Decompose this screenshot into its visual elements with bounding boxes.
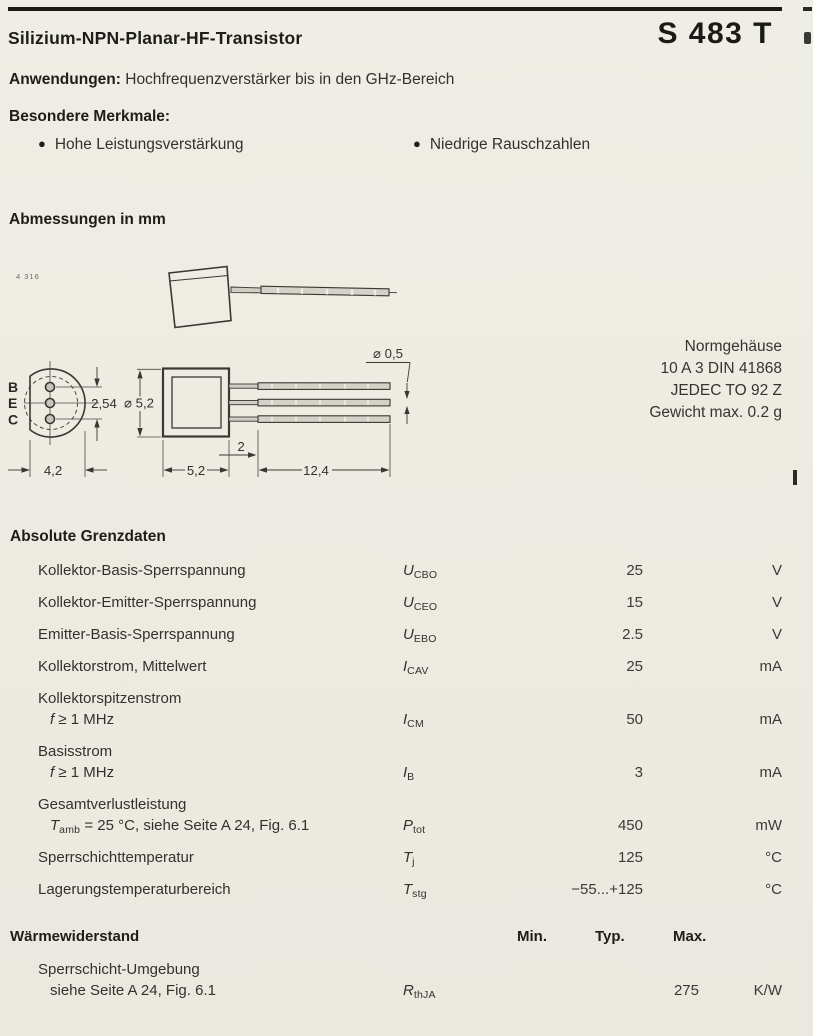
col-header-max: Max. [673, 928, 707, 945]
table-row [10, 794, 782, 836]
rating-value: −55...+125 [571, 881, 643, 898]
rating-value: 3 [634, 764, 643, 781]
dim-pin-pitch: 2,54 [91, 396, 117, 411]
applications-line [9, 71, 454, 89]
case-info-line: JEDEC TO 92 Z [670, 382, 782, 399]
feature-item [38, 136, 244, 154]
drawing-number: 4 316 [16, 272, 40, 281]
bullet-icon: ● [413, 136, 421, 151]
features-heading: Besondere Merkmale: [9, 108, 171, 125]
rating-label: Kollektor-Basis-Sperrspannung [38, 562, 246, 579]
bullet-icon: ● [38, 136, 46, 151]
dim-lead-dia: ⌀ 0,5 [373, 346, 403, 361]
thermal-label: Sperrschicht-Umgebung [38, 961, 200, 978]
dim-lead-length: 12,4 [303, 463, 329, 478]
package-side-view [122, 346, 410, 478]
rating-value: 25 [626, 562, 643, 579]
case-info-line: 10 A 3 DIN 41868 [660, 360, 782, 377]
dimensions-heading: Abmessungen in mm [9, 211, 166, 228]
rating-value: 450 [617, 817, 643, 834]
pin-label-b: B [8, 379, 19, 395]
pin-b [46, 383, 55, 392]
table-row [10, 624, 782, 645]
part-number: S 483 T [657, 17, 773, 50]
lead-e [258, 399, 390, 406]
table-row [10, 592, 782, 613]
ratings-heading: Absolute Grenzdaten [10, 528, 166, 545]
rating-condition: f ≥ 1 MHz [50, 764, 115, 781]
case-info-line: Normgehäuse [684, 338, 782, 355]
package-drawing [0, 250, 500, 500]
rating-symbol: $U_{EBO}$ [403, 626, 437, 645]
dim-flat-width: 4,2 [43, 463, 63, 478]
pin-label-c: C [8, 411, 19, 428]
rating-symbol: $U_{CBO}$ [403, 562, 438, 581]
features-row [0, 136, 813, 156]
thermal-max: 275 [673, 982, 699, 999]
rating-unit: °C [765, 881, 782, 898]
rating-symbol: $U_{CEO}$ [403, 594, 438, 613]
table-row [10, 741, 782, 783]
dim-body-length: 5,2 [186, 463, 206, 478]
rating-unit: mA [759, 658, 782, 675]
package-bottom-view [8, 361, 117, 478]
thermal-heading: Wärmewiderstand [10, 928, 140, 945]
lead-b [258, 383, 390, 390]
rating-condition: $T_{amb} = 25$ °C, siehe Seite A 24, Fig. 6.1 [50, 817, 310, 836]
rating-label: Basisstrom [38, 743, 113, 760]
rating-label: Sperrschichttemperatur [38, 849, 194, 866]
rating-unit: mW [755, 817, 782, 834]
applications-text: Hochfrequenzverstärker bis in den GHz-Bereich [120, 71, 455, 88]
rating-unit: V [771, 562, 782, 579]
case-info-line: Gewicht max. 0.2 g [649, 404, 782, 421]
feature-item [413, 136, 590, 154]
pin-c [46, 415, 55, 424]
rating-unit: V [771, 594, 782, 611]
rating-symbol: $T_{stg}$ [403, 881, 427, 900]
table-row [10, 688, 782, 730]
rating-unit: mA [759, 711, 782, 728]
dim-body-dia: ⌀ 5,2 [124, 395, 154, 411]
table-row [10, 879, 782, 900]
applications-label: Anwendungen: [9, 71, 121, 88]
lead-c [258, 416, 390, 423]
rating-label: Lagerungstemperaturbereich [38, 881, 231, 898]
rating-symbol: $I_{CM}$ [403, 711, 424, 730]
feature-text: Hohe Leistungsverstärkung [54, 136, 244, 153]
rating-value: 50 [626, 711, 643, 728]
case-info-block [649, 336, 782, 424]
table-row [10, 959, 782, 1001]
rating-label: Kollektor-Emitter-Sperrspannung [38, 594, 257, 611]
rating-condition: f ≥ 1 MHz [50, 711, 115, 728]
thermal-section [10, 928, 782, 1001]
feature-text: Niedrige Rauschzahlen [429, 136, 591, 153]
page-edge-fragment [804, 32, 811, 44]
table-row [10, 656, 782, 677]
rating-value: 25 [626, 658, 643, 675]
rating-symbol: $I_{CAV}$ [403, 658, 429, 677]
rating-unit: V [771, 626, 782, 643]
rating-symbol: $P_{tot}$ [403, 817, 426, 836]
dim-lead-offset: 2 [237, 439, 245, 454]
thermal-unit: K/W [753, 982, 782, 999]
thermal-condition: siehe Seite A 24, Fig. 6.1 [50, 982, 216, 999]
pin-label-e: E [8, 395, 18, 411]
ratings-section [10, 528, 782, 911]
table-row [10, 560, 782, 581]
package-perspective-view [169, 267, 397, 328]
rating-symbol: $I_B$ [403, 764, 415, 783]
col-header-typ: Typ. [595, 928, 625, 945]
rating-label: Kollektorstrom, Mittelwert [38, 658, 207, 675]
rating-label: Kollektorspitzenstrom [38, 690, 182, 707]
rating-unit: °C [765, 849, 782, 866]
rating-symbol: $T_j$ [403, 849, 415, 868]
top-rule [8, 7, 782, 11]
rating-label: Gesamtverlustleistung [38, 796, 187, 813]
rating-value: 125 [617, 849, 643, 866]
thermal-symbol: $R_{thJA}$ [403, 982, 436, 1001]
page-edge-fragment [803, 7, 812, 11]
col-header-min: Min. [517, 928, 547, 945]
rating-unit: mA [759, 764, 782, 781]
thermal-header-row [10, 928, 782, 946]
rating-label: Emitter-Basis-Sperrspannung [38, 626, 235, 643]
rating-value: 2.5 [622, 626, 643, 643]
rating-value: 15 [626, 594, 643, 611]
table-row [10, 847, 782, 868]
product-title: Silizium-NPN-Planar-HF-Transistor [8, 28, 303, 48]
page-edge-fragment [793, 470, 797, 485]
pin-e [46, 399, 55, 408]
